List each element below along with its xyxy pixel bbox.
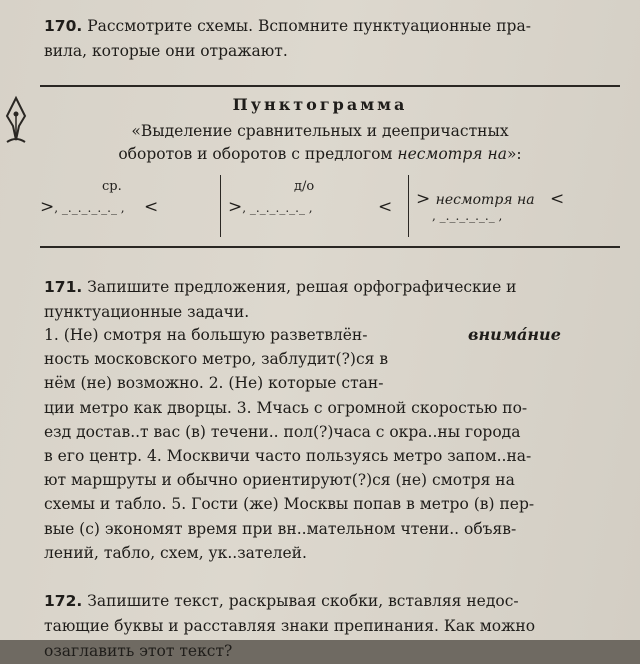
scheme-participial: >, _._._._._._ , д/о < [228, 179, 393, 217]
exercise-text-line: пунктуационные задачи. [44, 303, 250, 321]
exercise-text-line: вила, которые они отражают. [44, 42, 288, 60]
text-line: ют маршруты и обычно ориентируют(?)ся (не) смотря на [44, 471, 515, 490]
exercise-text-line: озаглавить этот текст? [44, 642, 233, 660]
text-line: 1. (Не) смотря на большую разветвлён- [44, 326, 368, 344]
box-subtitle: «Выделение сравнительных и деепричастных оборотов и оборотов с предлогом несмотря на»: [118, 122, 522, 163]
text-line: езд достав..т вас (в) течени.. пол(?)часа с окра..ны города [44, 422, 521, 441]
punctuation-schemes [40, 175, 620, 237]
box-top-rule [40, 85, 620, 87]
box-bottom-rule [40, 246, 620, 248]
box-title: Пунктограмма [232, 95, 408, 114]
exercise-text-line: Запишите предложения, решая орфографические и [87, 278, 517, 296]
text-line: в его центр. 4. Москвичи часто пользуясь метро запом..на- [44, 447, 532, 466]
text-line: лений, табло, схем, ук..зателей. [44, 543, 307, 562]
exercise-text-line: тающие буквы и расставляя знаки препинания. Как можно [44, 617, 536, 635]
exercise-text-line: Запишите текст, раскрывая скобки, вставляя недос- [87, 592, 519, 610]
text-line: ность московского метро, заблудит(?)ся в [44, 350, 389, 369]
scheme-divider [408, 175, 409, 237]
text-line: схемы и табло. 5. Гости (же) Москвы попав в метро (в) пер- [44, 495, 535, 514]
exercise-number: 170. [44, 17, 83, 35]
scheme-divider [220, 175, 221, 237]
exercise-172 [44, 589, 616, 664]
vocabulary-word: внима́ние [468, 325, 561, 344]
text-line: нём (не) возможно. 2. (Не) которые стан- [44, 374, 384, 393]
exercise-171-sentences [44, 323, 619, 565]
exercise-171 [44, 275, 616, 325]
exercise-number: 171. [44, 278, 83, 296]
scheme-comparative: >, _._._._._._ , ср. < [40, 179, 159, 217]
scheme-despite: > несмотря на < , _._._._._._ , [416, 189, 565, 223]
exercise-number: 172. [44, 592, 83, 610]
text-line: ции метро как дворцы. 3. Мчась с огромной скоростью по- [44, 398, 528, 417]
text-line: вые (с) экономят время при вн..мательном чтени.. объяв- [44, 519, 517, 538]
exercise-170 [44, 14, 616, 64]
exercise-text-line: Рассмотрите схемы. Вспомните пунктуационные пра- [87, 17, 531, 35]
